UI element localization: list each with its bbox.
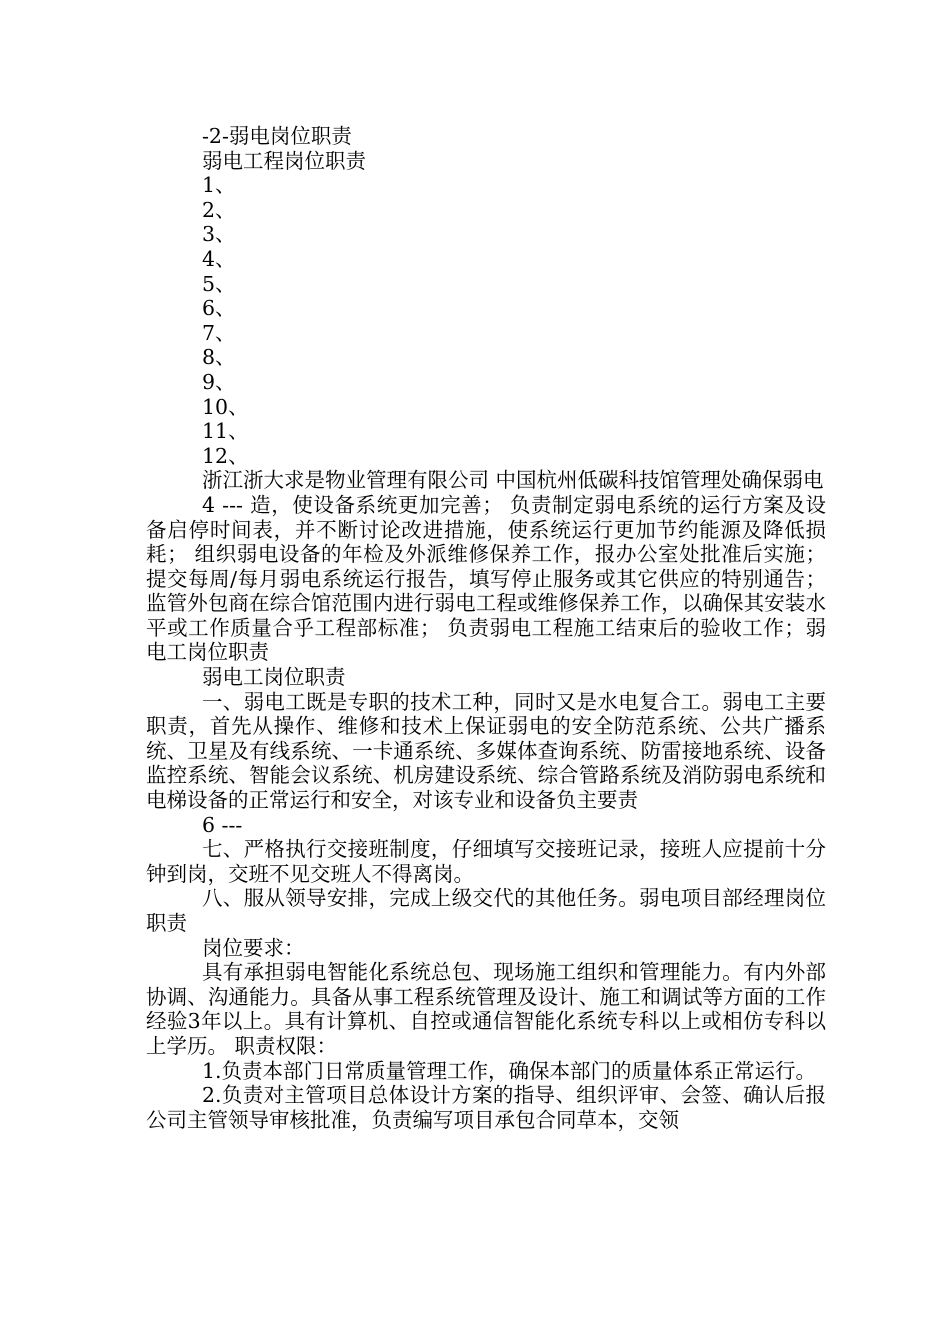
obey-leadership-paragraph: 八、服从领导安排，完成上级交代的其他任务。弱电项目部经理岗位职责: [146, 886, 826, 935]
list-item: 1、: [202, 173, 236, 198]
responsibility-item: 2.负责对主管项目总体设计方案的指导、组织评审、会签、确认后报公司主管领导审核批准，负责编写项目承包合同草本，交领: [146, 1083, 826, 1132]
doc-header-line: -2-弱电岗位职责: [202, 124, 352, 148]
document-page: [146, 124, 826, 1132]
list-item: 11、: [202, 419, 249, 444]
page-marker: 6 ---: [202, 812, 243, 837]
section-heading: 弱电工岗位职责: [202, 665, 346, 690]
list-item: 3、: [202, 222, 236, 247]
list-item: 10、: [202, 394, 249, 419]
list-item: 9、: [202, 369, 236, 394]
list-item: 12、: [202, 443, 249, 468]
list-item: 8、: [202, 345, 236, 370]
list-item: 6、: [202, 296, 236, 321]
list-item: 5、: [202, 271, 236, 296]
duties-paragraph: 4 --- 造，使设备系统更加完善； 负责制定弱电系统的运行方案及设备启停时间表，并不断讨论改进措施，使系统运行更加节约能源及降低损耗； 组织弱电设备的年检及外派维修保养工作，报办公室处批准后实施； 提交每周/每月弱电系统运行报告，填写停止服务或其它供应的特别通告； 监管外包商在综合馆范围内进行弱电工程或维修保养工作，以确保其安装水平或工作质量合乎工程部标准； 负责弱电工程施工结束后的验收工作；弱电工岗位职责: [146, 492, 826, 665]
list-item: 2、: [202, 197, 236, 222]
section-heading: 岗位要求：: [202, 935, 305, 960]
responsibility-item: 1.负责本部门日常质量管理工作，确保本部门的质量体系正常运行。: [202, 1058, 817, 1083]
company-paragraph: 浙江浙大求是物业管理有限公司 中国杭州低碳科技馆管理处确保弱电: [202, 468, 824, 493]
section-heading: 弱电工程岗位职责: [202, 148, 366, 173]
requirements-paragraph: 具有承担弱电智能化系统总包、现场施工组织和管理能力。有内外部协调、沟通能力。具备从事工程系统管理及设计、施工和调试等方面的工作经验3年以上。具有计算机、自控或通信智能化系统专科以上或相仿专科以上学历。 职责权限：: [146, 960, 826, 1058]
electrician-duties-paragraph: 一、弱电工既是专职的技术工种，同时又是水电复合工。弱电工主要职责，首先从操作、维修和技术上保证弱电的安全防范系统、公共广播系统、卫星及有线系统、一卡通系统、多媒体查询系统、防雷接地系统、设备监控系统、智能会议系统、机房建设系统、综合管路系统及消防弱电系统和电梯设备的正常运行和安全，对该专业和设备负主要责: [146, 689, 826, 813]
list-item: 4、: [202, 246, 236, 271]
list-item: 7、: [202, 320, 236, 345]
shift-rules-paragraph: 七、严格执行交接班制度，仔细填写交接班记录，接班人应提前十分钟到岗，交班不见交班人不得离岗。: [146, 837, 826, 886]
